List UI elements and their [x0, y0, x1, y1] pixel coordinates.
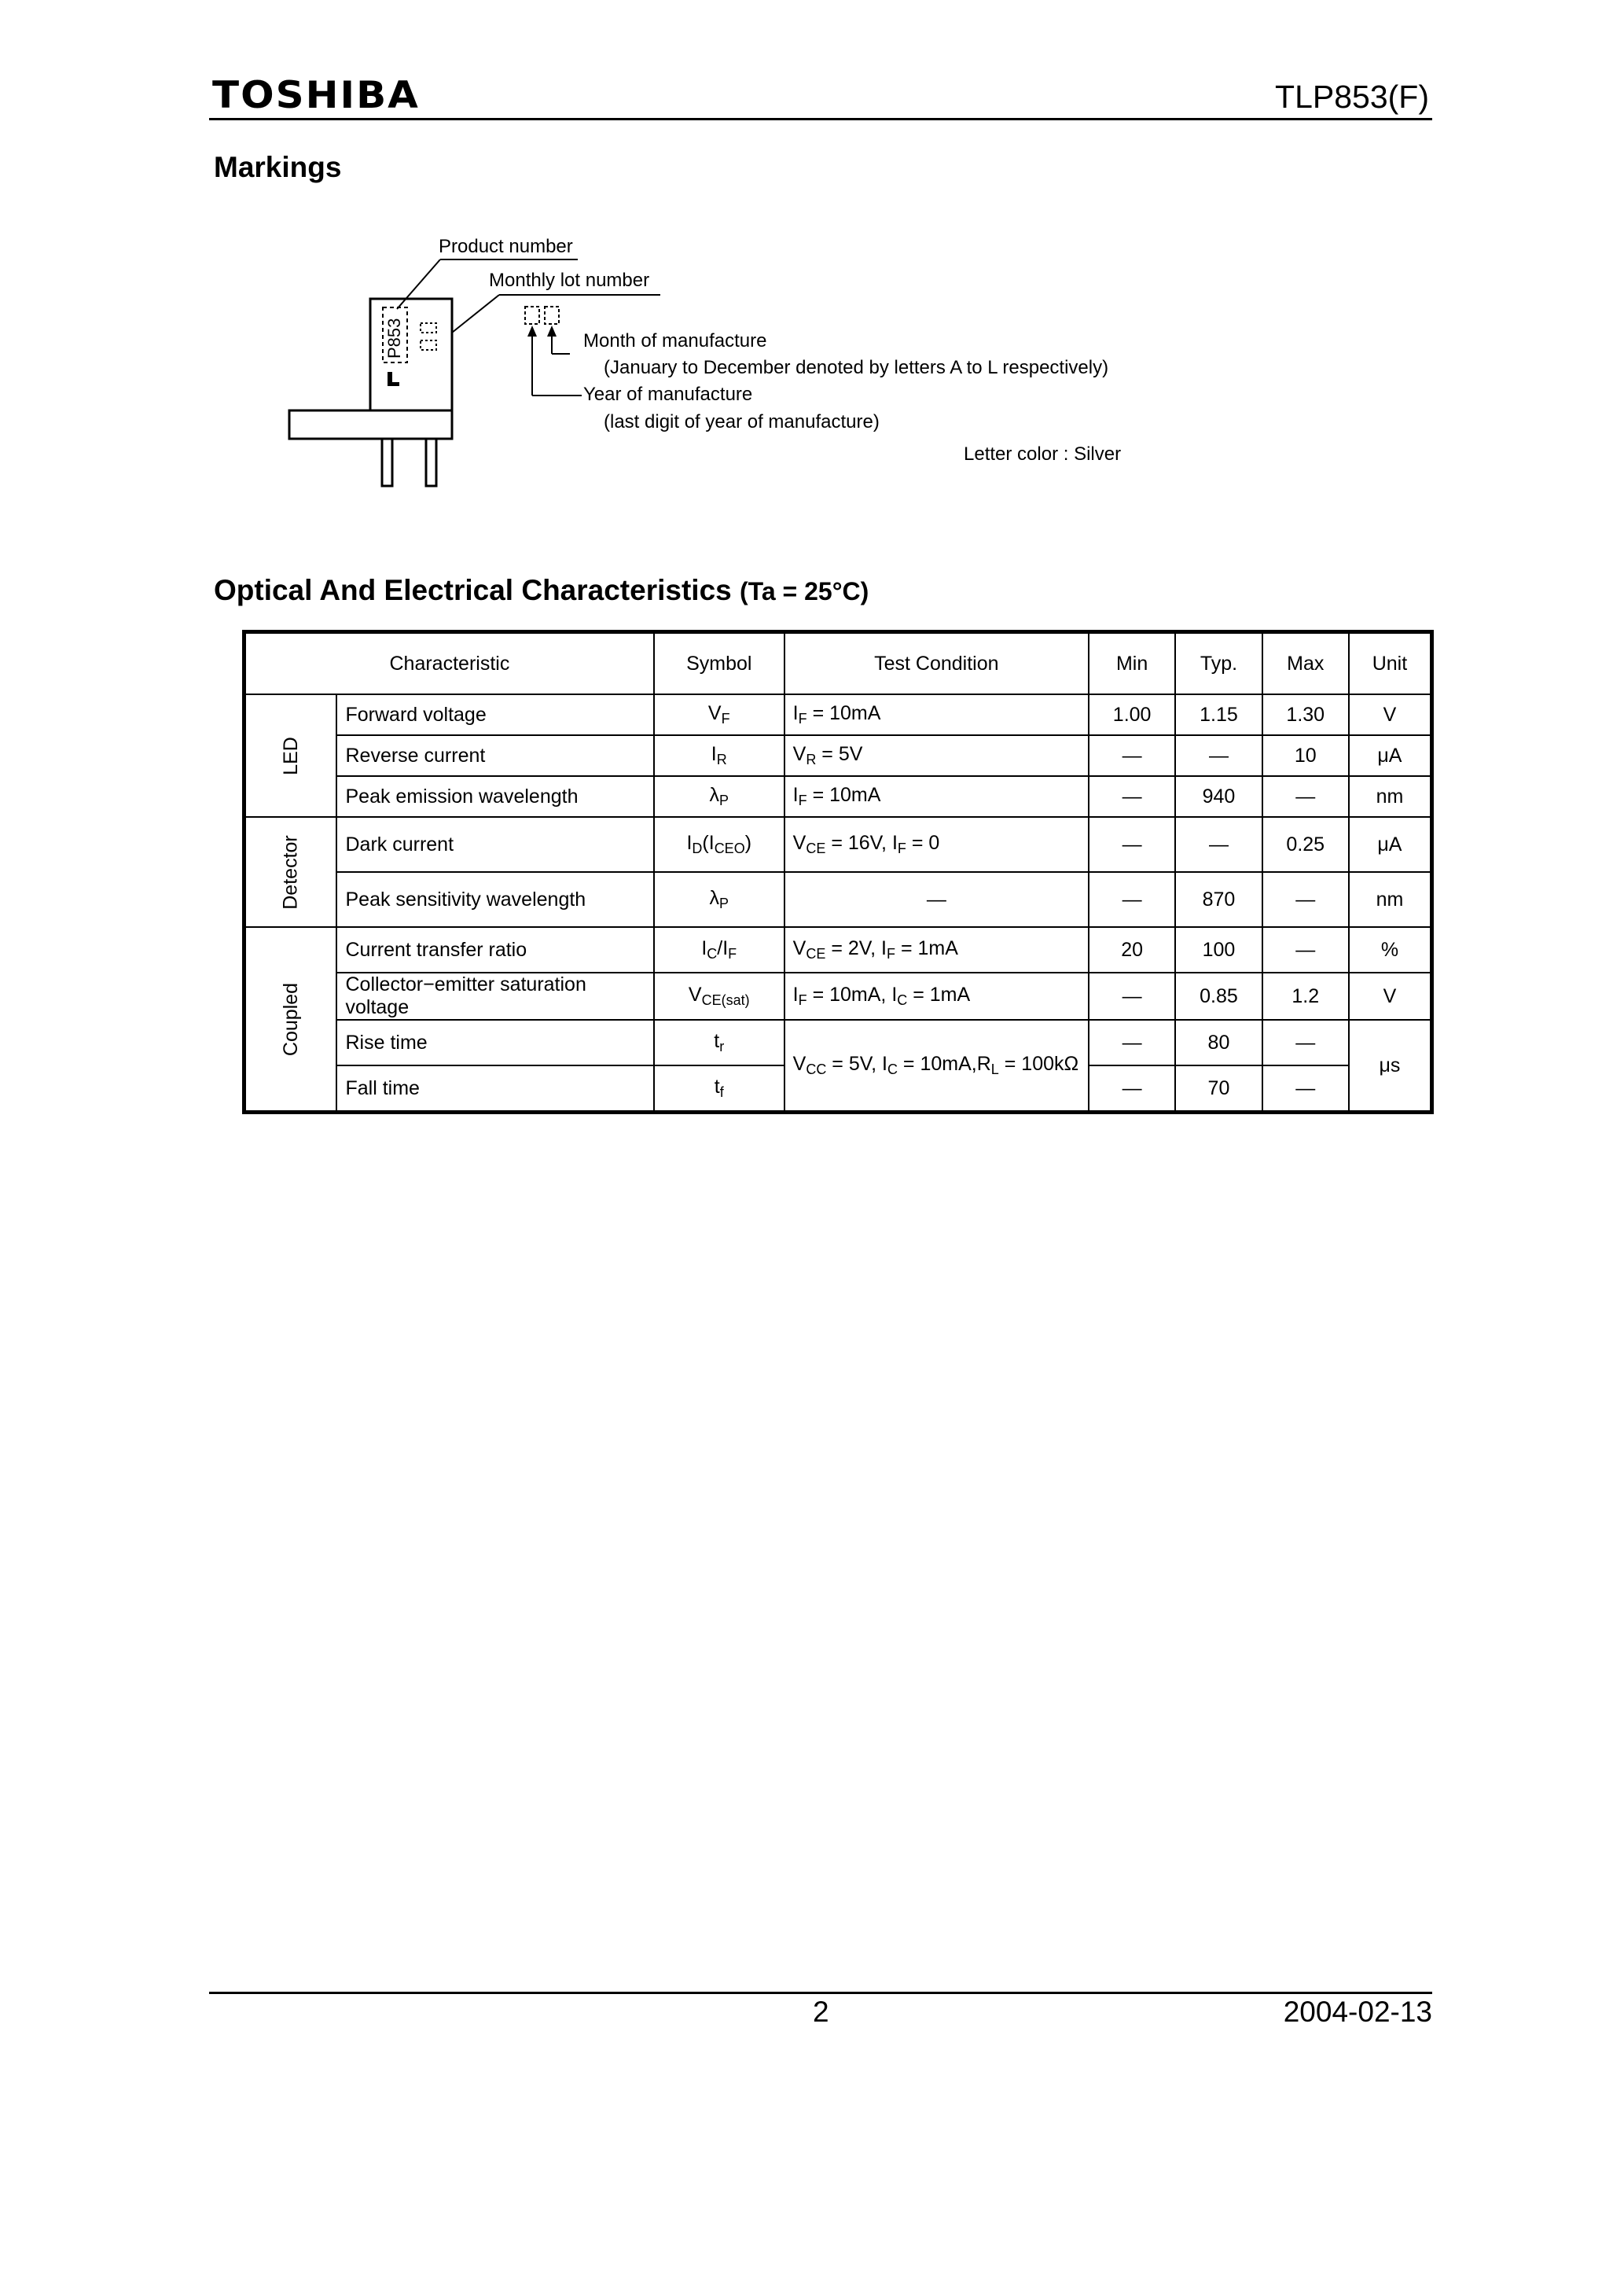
char-symbol: $V_F$ [654, 694, 784, 735]
char-name: Collector−emitter saturation voltage [336, 973, 653, 1020]
char-condition: $I_F = 10mA$ [784, 776, 1089, 817]
char-condition: — [784, 872, 1089, 927]
char-max: 10 [1262, 735, 1349, 776]
char-max: 0.25 [1262, 817, 1349, 872]
table-row [244, 776, 1432, 817]
col-unit: Unit [1349, 632, 1432, 695]
char-typ: 0.85 [1175, 973, 1262, 1020]
table-header-row [244, 632, 1432, 695]
char-max: 1.2 [1262, 973, 1349, 1020]
table-row [244, 694, 1432, 735]
group-coupled: Coupled [244, 927, 337, 1113]
char-min: — [1089, 776, 1175, 817]
char-name: Current transfer ratio [336, 927, 653, 973]
col-symbol: Symbol [654, 632, 784, 695]
char-max: — [1262, 927, 1349, 973]
char-unit: % [1349, 927, 1432, 973]
char-min: 1.00 [1089, 694, 1175, 735]
col-test-condition: Test Condition [784, 632, 1089, 695]
char-unit: V [1349, 973, 1432, 1020]
table-row [244, 817, 1432, 872]
monthly-lot-label: Monthly lot number [489, 270, 650, 291]
char-name: Dark current [336, 817, 653, 872]
month-of-manufacture: Month of manufacture [583, 330, 767, 351]
document-date: 2004-02-13 [1283, 1996, 1432, 2028]
char-name: Fall time [336, 1065, 653, 1113]
group-detector: Detector [244, 817, 337, 927]
char-condition: $V_R = 5V$ [784, 735, 1089, 776]
char-unit: μA [1349, 735, 1432, 776]
char-min: — [1089, 817, 1175, 872]
markings-heading: Markings [214, 151, 342, 183]
char-condition: $V_{CE} = 16V$, $I_F = 0$ [784, 817, 1089, 872]
toshiba-logo: TOSHIBA [212, 73, 420, 117]
char-symbol: $t_r$ [654, 1020, 784, 1065]
year-note: (last digit of year of manufacture) [604, 411, 880, 432]
year-of-manufacture: Year of manufacture [583, 384, 753, 405]
char-symbol: $I_R$ [654, 735, 784, 776]
footer-rule [209, 1992, 1432, 1994]
table-row [244, 872, 1432, 927]
char-condition: $V_{CC} = 5V$, $I_C = 10mA,R_L = 100k\Omega$ [784, 1020, 1089, 1113]
char-min: — [1089, 735, 1175, 776]
char-condition: $I_F = 10mA$ [784, 694, 1089, 735]
month-note: (January to December denoted by letters A to L respectively) [604, 357, 1109, 378]
table-row [244, 735, 1432, 776]
char-unit: V [1349, 694, 1432, 735]
col-max: Max [1262, 632, 1349, 695]
char-unit: μA [1349, 817, 1432, 872]
char-typ: 870 [1175, 872, 1262, 927]
char-max: — [1262, 1020, 1349, 1065]
char-name: Rise time [336, 1020, 653, 1065]
char-max: — [1262, 776, 1349, 817]
char-max: 1.30 [1262, 694, 1349, 735]
col-min: Min [1089, 632, 1175, 695]
char-condition: $I_F = 10mA$, $I_C = 1mA$ [784, 973, 1089, 1020]
char-min: 20 [1089, 927, 1175, 973]
char-typ: 80 [1175, 1020, 1262, 1065]
char-name: Peak emission wavelength [336, 776, 653, 817]
group-led: LED [244, 694, 337, 817]
char-unit: nm [1349, 872, 1432, 927]
char-min: — [1089, 1020, 1175, 1065]
char-max: — [1262, 1065, 1349, 1113]
col-characteristic: Characteristic [244, 632, 654, 695]
table-row [244, 973, 1432, 1020]
char-name: Forward voltage [336, 694, 653, 735]
char-symbol: $I_C/I_F$ [654, 927, 784, 973]
char-unit: nm [1349, 776, 1432, 817]
header-rule [209, 118, 1432, 120]
char-unit: μs [1349, 1020, 1432, 1113]
char-typ: 940 [1175, 776, 1262, 817]
package-label: P853 [384, 318, 404, 359]
char-typ: 100 [1175, 927, 1262, 973]
char-min: — [1089, 973, 1175, 1020]
char-typ: — [1175, 735, 1262, 776]
char-min: — [1089, 872, 1175, 927]
part-number: TLP853(F) [1275, 79, 1429, 115]
char-symbol: $\lambda_P$ [654, 776, 784, 817]
char-symbol: $I_D(I_{CEO})$ [654, 817, 784, 872]
characteristics-title: Optical And Electrical Characteristics [214, 574, 732, 606]
char-symbol: $t_f$ [654, 1065, 784, 1113]
characteristics-table [242, 630, 1434, 1114]
markings-diagram [283, 228, 1226, 511]
page-number: 2 [813, 1996, 829, 2028]
char-name: Reverse current [336, 735, 653, 776]
char-typ: — [1175, 817, 1262, 872]
col-typ: Typ. [1175, 632, 1262, 695]
char-condition: $V_{CE} = 2V$, $I_F = 1mA$ [784, 927, 1089, 973]
product-number-label: Product number [439, 236, 573, 257]
table-row [244, 1020, 1432, 1065]
char-typ: 70 [1175, 1065, 1262, 1113]
characteristics-condition: (Ta = 25°C) [740, 577, 869, 605]
char-min: — [1089, 1065, 1175, 1113]
letter-color: Letter color : Silver [964, 443, 1122, 465]
char-max: — [1262, 872, 1349, 927]
char-name: Peak sensitivity wavelength [336, 872, 653, 927]
characteristics-heading [214, 574, 869, 607]
table-row [244, 927, 1432, 973]
char-symbol: $\lambda_P$ [654, 872, 784, 927]
char-symbol: $V_{CE(sat)}$ [654, 973, 784, 1020]
char-typ: 1.15 [1175, 694, 1262, 735]
